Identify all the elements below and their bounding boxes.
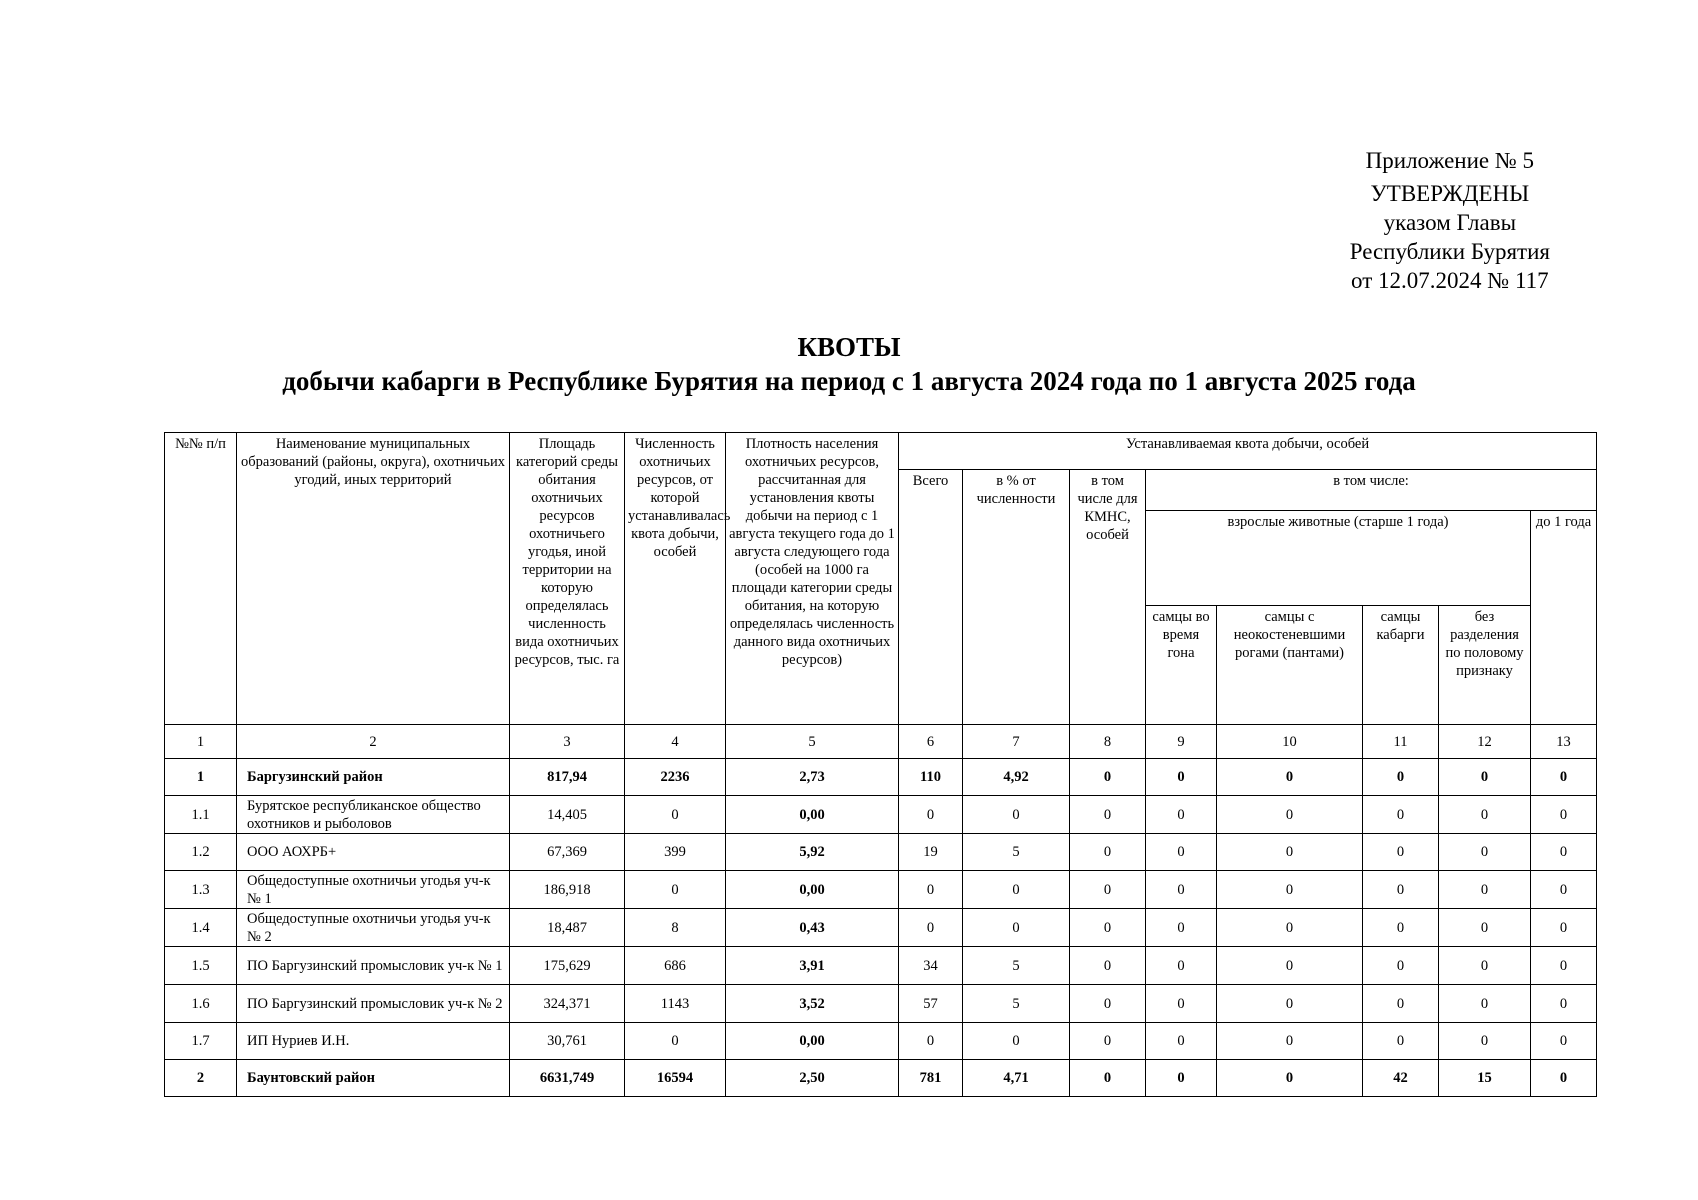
row-kmns: 0: [1070, 1023, 1146, 1060]
row-males-antlers: 0: [1217, 759, 1363, 796]
header-under1: до 1 года: [1531, 511, 1597, 725]
header-density: Плотность населения охотничьих ресурсов, рассчитанная для установления квоты добычи на период с 1 августа текущего года до 1 августа следующего года (особей на 1000 га площади категории среды обитания, на которую определялась численность данного вида охотничьих ресурсов): [726, 433, 899, 725]
decree-label: указом Главы: [1383, 210, 1517, 235]
row-name: Общедоступные охотничьи угодья уч-к № 2: [237, 909, 510, 947]
row-area: 18,487: [510, 909, 625, 947]
row-count: 686: [625, 947, 726, 985]
row-name: ООО АОХРБ+: [237, 834, 510, 871]
column-number: 10: [1217, 725, 1363, 759]
row-num: 1.3: [165, 871, 237, 909]
row-count: 0: [625, 796, 726, 834]
row-num: 1.7: [165, 1023, 237, 1060]
republic-label: Республики Бурятия: [1349, 239, 1550, 264]
table-row: [165, 759, 1597, 796]
row-num: 1.6: [165, 985, 237, 1023]
row-area: 14,405: [510, 796, 625, 834]
table-row: [165, 1023, 1597, 1060]
row-under1: 0: [1531, 1060, 1597, 1097]
row-density: 3,91: [726, 947, 899, 985]
row-males-rut: 0: [1146, 909, 1217, 947]
document-title: [0, 330, 1698, 398]
row-males-antlers: 0: [1217, 834, 1363, 871]
row-percent: 4,92: [963, 759, 1070, 796]
row-under1: 0: [1531, 947, 1597, 985]
table-row: [165, 1060, 1597, 1097]
row-males-antlers: 0: [1217, 1023, 1363, 1060]
row-percent: 0: [963, 871, 1070, 909]
row-count: 2236: [625, 759, 726, 796]
row-num: 2: [165, 1060, 237, 1097]
row-density: 3,52: [726, 985, 899, 1023]
row-total: 57: [899, 985, 963, 1023]
row-name: ИП Нуриев И.Н.: [237, 1023, 510, 1060]
approved-label: УТВЕРЖДЕНЫ: [1370, 181, 1530, 206]
header-no-sex: без разделения по половому признаку: [1439, 606, 1531, 725]
row-males-antlers: 0: [1217, 871, 1363, 909]
row-area: 67,369: [510, 834, 625, 871]
row-no-sex: 0: [1439, 834, 1531, 871]
row-kmns: 0: [1070, 759, 1146, 796]
header-quota: Устанавливаемая квота добычи, особей: [899, 433, 1597, 470]
header-males-rut: самцы во время гона: [1146, 606, 1217, 725]
row-count: 16594: [625, 1060, 726, 1097]
header-adults: взрослые животные (старше 1 года): [1146, 511, 1531, 606]
row-males-antlers: 0: [1217, 796, 1363, 834]
row-kmns: 0: [1070, 834, 1146, 871]
row-males-musk: 0: [1363, 871, 1439, 909]
row-total: 110: [899, 759, 963, 796]
column-number: 6: [899, 725, 963, 759]
row-total: 0: [899, 796, 963, 834]
column-number: 7: [963, 725, 1070, 759]
row-total: 0: [899, 909, 963, 947]
column-number-row: [165, 725, 1597, 759]
column-number: 1: [165, 725, 237, 759]
row-males-musk: 0: [1363, 985, 1439, 1023]
row-total: 781: [899, 1060, 963, 1097]
header-num: №№ п/п: [165, 433, 237, 725]
quota-table: [164, 432, 1597, 1097]
table-row: [165, 947, 1597, 985]
row-males-rut: 0: [1146, 834, 1217, 871]
row-kmns: 0: [1070, 985, 1146, 1023]
row-percent: 4,71: [963, 1060, 1070, 1097]
row-no-sex: 0: [1439, 871, 1531, 909]
row-count: 1143: [625, 985, 726, 1023]
row-count: 0: [625, 871, 726, 909]
row-area: 324,371: [510, 985, 625, 1023]
row-num: 1.5: [165, 947, 237, 985]
row-area: 175,629: [510, 947, 625, 985]
row-density: 2,50: [726, 1060, 899, 1097]
column-number: 5: [726, 725, 899, 759]
header-area: Площадь категорий среды обитания охотничьих ресурсов охотничьего угодья, иной территории на которую определялась численность вида охотничьих ресурсов, тыс. га: [510, 433, 625, 725]
column-number: 13: [1531, 725, 1597, 759]
row-name: ПО Баргузинский промысловик уч-к № 1: [237, 947, 510, 985]
row-no-sex: 0: [1439, 985, 1531, 1023]
row-under1: 0: [1531, 1023, 1597, 1060]
row-total: 0: [899, 1023, 963, 1060]
row-density: 0,43: [726, 909, 899, 947]
row-kmns: 0: [1070, 909, 1146, 947]
row-no-sex: 0: [1439, 1023, 1531, 1060]
row-num: 1.1: [165, 796, 237, 834]
row-no-sex: 15: [1439, 1060, 1531, 1097]
row-males-musk: 0: [1363, 947, 1439, 985]
row-males-musk: 0: [1363, 834, 1439, 871]
row-kmns: 0: [1070, 947, 1146, 985]
decree-date: от 12.07.2024 № 117: [1351, 268, 1549, 293]
row-percent: 0: [963, 1023, 1070, 1060]
row-area: 6631,749: [510, 1060, 625, 1097]
row-area: 186,918: [510, 871, 625, 909]
column-number: 12: [1439, 725, 1531, 759]
row-males-rut: 0: [1146, 759, 1217, 796]
row-males-rut: 0: [1146, 796, 1217, 834]
header-including: в том числе:: [1146, 470, 1597, 511]
row-under1: 0: [1531, 759, 1597, 796]
row-males-antlers: 0: [1217, 985, 1363, 1023]
header-males-musk: самцы кабарги: [1363, 606, 1439, 725]
row-num: 1.4: [165, 909, 237, 947]
header-percent: в % от численности: [963, 470, 1070, 725]
row-count: 399: [625, 834, 726, 871]
header-count: Численность охотничьих ресурсов, от которой устанавливалась квота добычи, особей: [625, 433, 726, 725]
row-no-sex: 0: [1439, 796, 1531, 834]
row-percent: 5: [963, 834, 1070, 871]
row-name: Бурятское республиканское общество охотников и рыболовов: [237, 796, 510, 834]
row-count: 8: [625, 909, 726, 947]
appendix-number: Приложение № 5: [1365, 148, 1535, 173]
row-males-musk: 0: [1363, 1023, 1439, 1060]
table-row: [165, 871, 1597, 909]
column-number: 4: [625, 725, 726, 759]
row-no-sex: 0: [1439, 947, 1531, 985]
header-males-antlers: самцы с неокостеневшими рогами (пантами): [1217, 606, 1363, 725]
row-kmns: 0: [1070, 871, 1146, 909]
row-males-antlers: 0: [1217, 909, 1363, 947]
row-area: 817,94: [510, 759, 625, 796]
table-row: [165, 834, 1597, 871]
row-num: 1.2: [165, 834, 237, 871]
row-name: ПО Баргузинский промысловик уч-к № 2: [237, 985, 510, 1023]
row-males-musk: 42: [1363, 1060, 1439, 1097]
row-percent: 5: [963, 985, 1070, 1023]
row-under1: 0: [1531, 871, 1597, 909]
row-under1: 0: [1531, 985, 1597, 1023]
row-under1: 0: [1531, 909, 1597, 947]
row-under1: 0: [1531, 834, 1597, 871]
row-area: 30,761: [510, 1023, 625, 1060]
row-kmns: 0: [1070, 796, 1146, 834]
row-males-antlers: 0: [1217, 947, 1363, 985]
table-row: [165, 985, 1597, 1023]
row-males-musk: 0: [1363, 796, 1439, 834]
row-density: 2,73: [726, 759, 899, 796]
row-percent: 0: [963, 796, 1070, 834]
row-percent: 0: [963, 909, 1070, 947]
row-total: 0: [899, 871, 963, 909]
row-name: Баунтовский район: [237, 1060, 510, 1097]
row-no-sex: 0: [1439, 909, 1531, 947]
table-row: [165, 796, 1597, 834]
column-number: 11: [1363, 725, 1439, 759]
title-main: КВОТЫ: [797, 332, 901, 362]
row-density: 5,92: [726, 834, 899, 871]
row-percent: 5: [963, 947, 1070, 985]
column-number: 8: [1070, 725, 1146, 759]
column-number: 9: [1146, 725, 1217, 759]
row-density: 0,00: [726, 796, 899, 834]
row-males-rut: 0: [1146, 985, 1217, 1023]
row-under1: 0: [1531, 796, 1597, 834]
row-males-musk: 0: [1363, 759, 1439, 796]
row-num: 1: [165, 759, 237, 796]
row-name: Общедоступные охотничьи угодья уч-к № 1: [237, 871, 510, 909]
row-no-sex: 0: [1439, 759, 1531, 796]
row-name: Баргузинский район: [237, 759, 510, 796]
column-number: 3: [510, 725, 625, 759]
row-males-musk: 0: [1363, 909, 1439, 947]
row-total: 19: [899, 834, 963, 871]
title-subtitle: добычи кабарги в Республике Бурятия на период с 1 августа 2024 года по 1 августа 2025 года: [282, 366, 1416, 396]
column-number: 2: [237, 725, 510, 759]
header-name: Наименование муниципальных образований (районы, округа), охотничьих угодий, иных территорий: [237, 433, 510, 725]
row-kmns: 0: [1070, 1060, 1146, 1097]
header-kmns: в том числе для КМНС, особей: [1070, 470, 1146, 725]
row-density: 0,00: [726, 1023, 899, 1060]
row-density: 0,00: [726, 871, 899, 909]
row-males-rut: 0: [1146, 871, 1217, 909]
row-males-antlers: 0: [1217, 1060, 1363, 1097]
row-count: 0: [625, 1023, 726, 1060]
row-males-rut: 0: [1146, 947, 1217, 985]
header-total: Всего: [899, 470, 963, 725]
row-males-rut: 0: [1146, 1060, 1217, 1097]
row-total: 34: [899, 947, 963, 985]
row-males-rut: 0: [1146, 1023, 1217, 1060]
table-row: [165, 909, 1597, 947]
approval-block: [1350, 146, 1550, 295]
